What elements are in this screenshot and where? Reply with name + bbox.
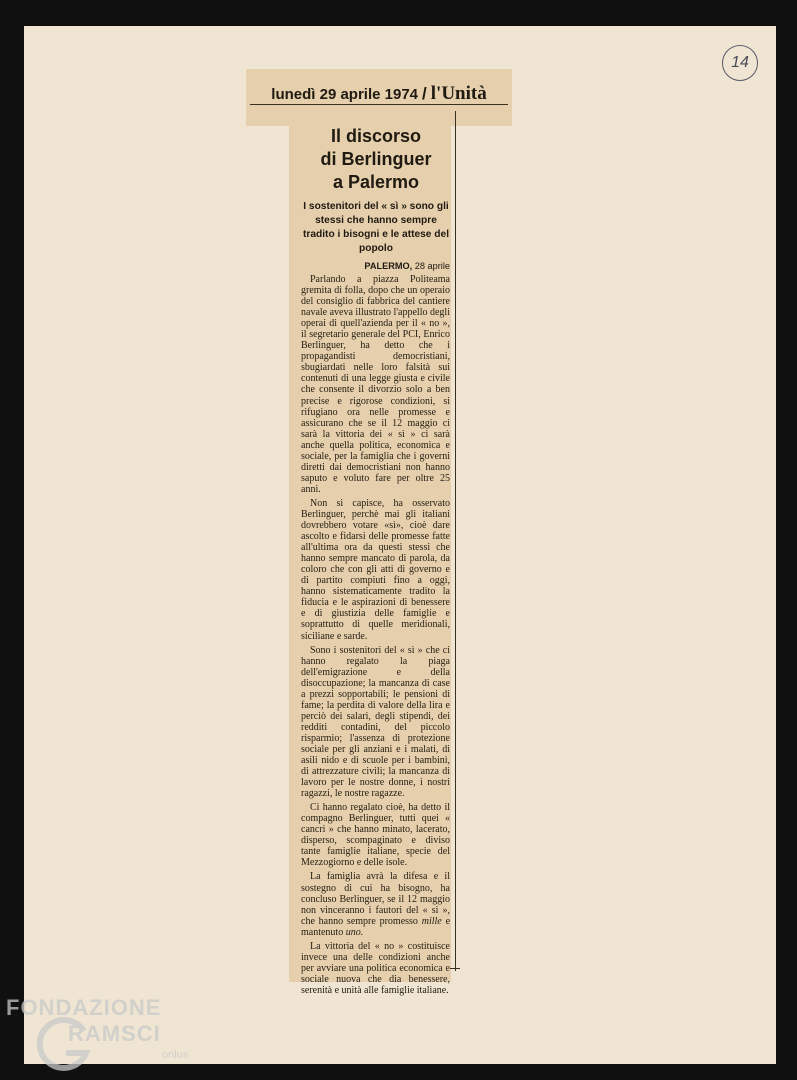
article-body bbox=[301, 274, 450, 999]
column-rule bbox=[455, 111, 456, 971]
dateline-date: 28 aprile bbox=[414, 261, 450, 271]
article-paragraph-6: La vittoria del « no » costituisce invece una delle condizioni anche per avviare una politica economica e sociale nuova che dia benessere, serenità e unità alle famiglie italiane. bbox=[301, 940, 450, 996]
column-rule-foot bbox=[450, 968, 460, 969]
masthead-newspaper: l'Unità bbox=[430, 83, 487, 104]
article-subheadline: I sostenitori del « sì » sono gli stessi che hanno sempre tradito i bisogni e le attese del popolo bbox=[302, 201, 450, 254]
headline-line-1: Il discorso bbox=[330, 126, 422, 146]
headline-line-3: a Palermo bbox=[332, 172, 420, 192]
page-number-stamp: 14 bbox=[722, 45, 758, 81]
article-paragraph-5 bbox=[301, 871, 450, 937]
dateline-place: PALERMO, bbox=[364, 261, 413, 271]
paragraph-5-italic-mille: mille bbox=[421, 915, 442, 927]
fondazione-gramsci-watermark bbox=[6, 995, 196, 1075]
masthead-rule bbox=[250, 104, 508, 105]
masthead-text bbox=[246, 83, 512, 105]
watermark-line-3: onlus bbox=[162, 1049, 189, 1061]
article-paragraph-4: Ci hanno regalato cioè, ha detto il compagno Berlinguer, tutti quei « cancri » che hanno minato, lacerato, disperso, scompaginato e diviso tante famiglie italiane, specie del Mezzogiorno e delle isole. bbox=[301, 802, 450, 869]
article-headline bbox=[303, 125, 449, 194]
paragraph-5-italic-uno: uno. bbox=[345, 926, 364, 938]
article-paragraph-1: Parlando a piazza Politeama gremita di folla, dopo che un operaio del consiglio di fabbrica del cantiere navale aveva illustrato l'appello degli operai di quell'azienda per il « no », il segretario generale del PCI, Enrico Berlinguer, ha detto che i propagandisti democristiani, sbugiardati nelle loro falsità sui contenuti di una legge giusta e civile che consente il divorzio solo a ben precise e rigorose condizioni, si rifugiano ora nelle promesse e assicurano che se il 12 maggio ci sarà la vittoria dei « sì » ci sarà anche quella politica, economica e sociale, per la famiglia che i governi diretti dai democristiani non hanno saputo e voluto fare per oltre 25 anni. bbox=[301, 274, 450, 495]
article-paragraph-2: Non si capisce, ha osservato Berlinguer, perchè mai gli italiani dovrebbero votare «sì», cioè dare ascolto e fidarsi delle promesse fatte all'ultima ora da questi stessi che hanno sempre mancato di parola, da coloro che con gli atti di governo e di partito compiuti fino a oggi, hanno sistematicamente tradito la fiducia e le aspirazioni di benessere e di giustizia delle famiglie e soprattutto di quelle meridionali, siciliane e sarde. bbox=[301, 497, 450, 642]
masthead-date: lunedì 29 aprile 1974 bbox=[271, 86, 419, 103]
headline-line-2: di Berlinguer bbox=[320, 149, 432, 169]
paragraph-5-mid: e mantenuto bbox=[301, 915, 451, 938]
watermark-line-1: FONDAZIONE bbox=[6, 995, 162, 1020]
watermark-line-2: RAMSCI bbox=[68, 1021, 161, 1046]
article-dateline bbox=[300, 261, 450, 271]
article-paragraph-3: Sono i sostenitori del « sì » che ci hanno regalato la piaga dell'emigrazione e della disoccupazione; la mancanza di case a prezzi sopportabili; le pensioni di fame; la perdita di valore della lira e perciò dei salari, degli stipendi, dei redditi contadini, del piccolo risparmio; l'assenza di protezione sociale per gli anziani e i malati, di asili nido e di scuole per i bambini, di attrezzature civili; la mancanza di lavoro per le nostre donne, i nostri ragazzi, le nostre ragazze. bbox=[301, 644, 450, 800]
masthead-separator: / bbox=[422, 84, 427, 103]
paragraph-5-text: La famiglia avrà la difesa e il sostegno di cui ha bisogno, ha concluso Berlinguer, se il 12 maggio non vinceranno i fautori del « sì », che hanno sempre promesso bbox=[301, 871, 450, 927]
